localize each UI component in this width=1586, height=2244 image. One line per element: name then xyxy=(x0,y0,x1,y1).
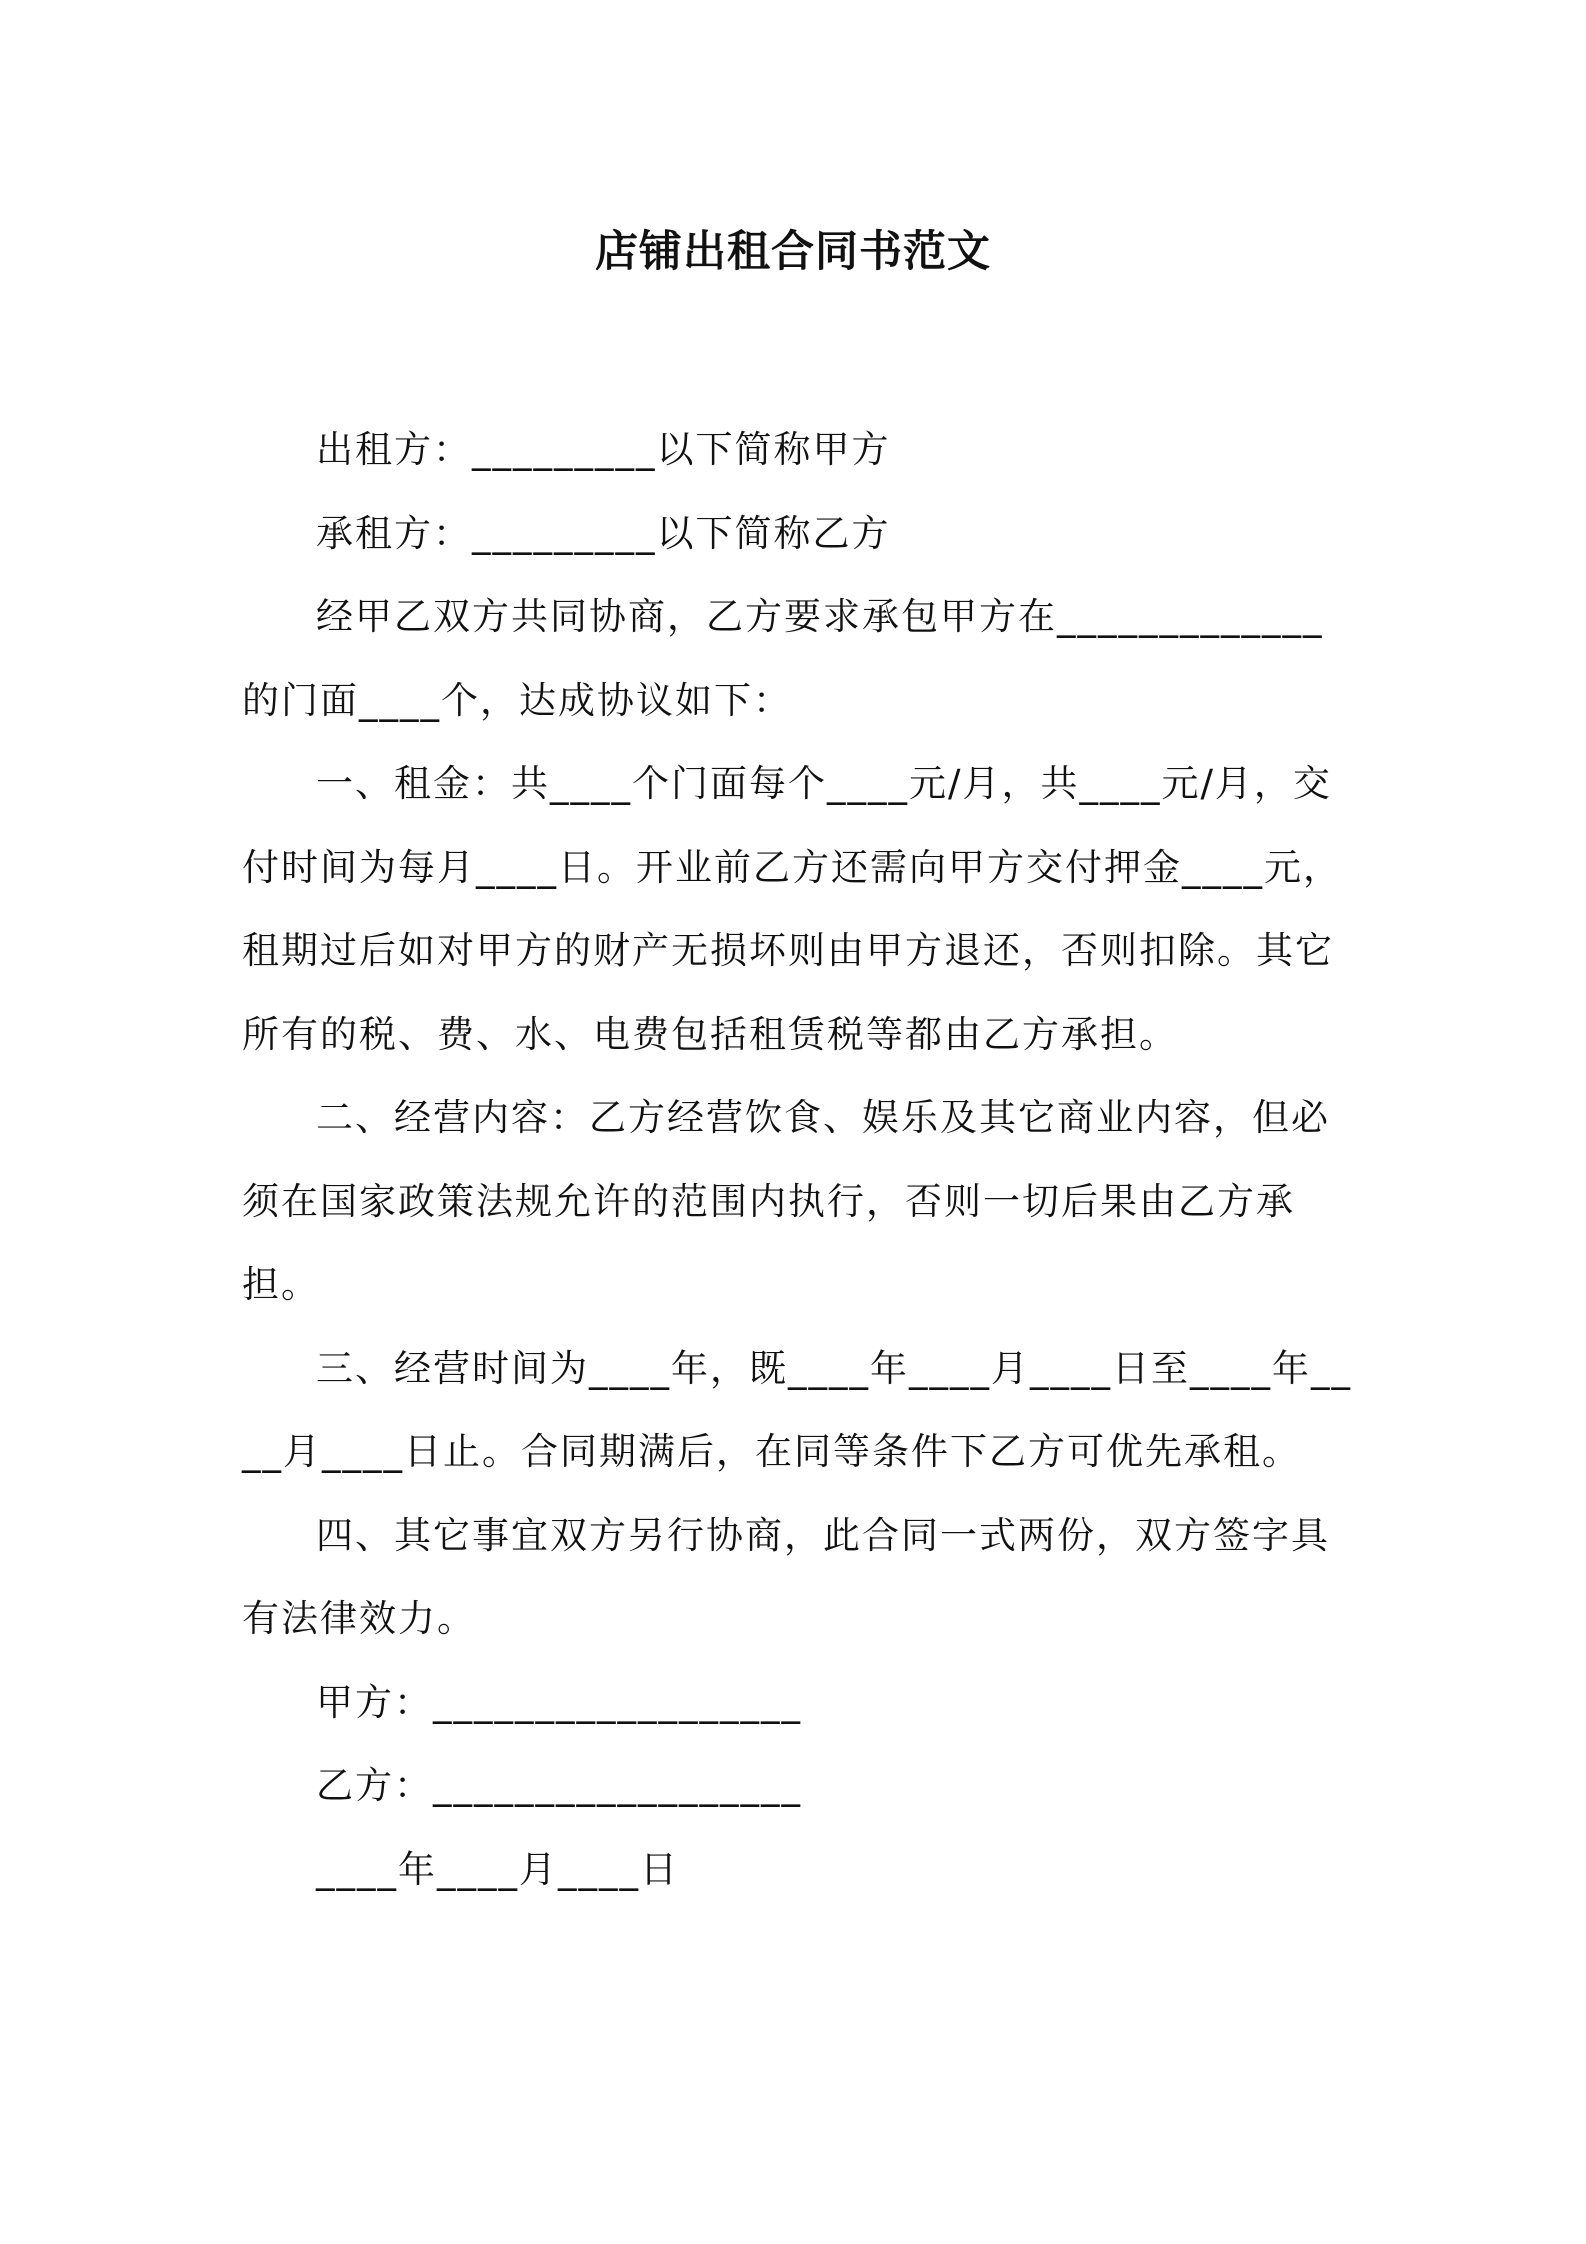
contract-body xyxy=(242,408,1362,1911)
party-b-signature: 乙方：__________________ xyxy=(316,1764,802,1807)
document-title: 店铺出租合同书范文 xyxy=(595,227,991,277)
clause-business-term: 三、经营时间为____年，既____年____月____日至____年____月____日止。合同期满后，在同等条件下乙方可优先承租。 xyxy=(242,1346,1352,1473)
party-a-signature: 甲方：__________________ xyxy=(316,1680,802,1724)
lessor-line: 出租方：_________以下简称甲方 xyxy=(316,428,891,471)
signing-date: ____年____月____日 xyxy=(316,1847,679,1891)
clause-business-content: 二、经营内容：乙方经营饮食、娱乐及其它商业内容，但必须在国家政策法规允许的范围内执行，否则一切后果由乙方承担。 xyxy=(242,1096,1330,1306)
intro-paragraph: 经甲乙双方共同协商，乙方要求承包甲方在_____________的门面____个，达成协议如下： xyxy=(242,595,1324,722)
clause-rent: 一、租金：共____个门面每个____元/月，共____元/月，交付时间为每月____日。开业前乙方还需向甲方交付押金____元，租期过后如对甲方的财产无损坏则由甲方退还，否则扣除。其它所有的税、费、水、电费包括租赁税等都由乙方承担。 xyxy=(242,762,1342,1056)
clause-other-matters: 四、其它事宜双方另行协商，此合同一式两份，双方签字具有法律效力。 xyxy=(242,1513,1330,1640)
lessee-line: 承租方：_________以下简称乙方 xyxy=(316,511,891,555)
